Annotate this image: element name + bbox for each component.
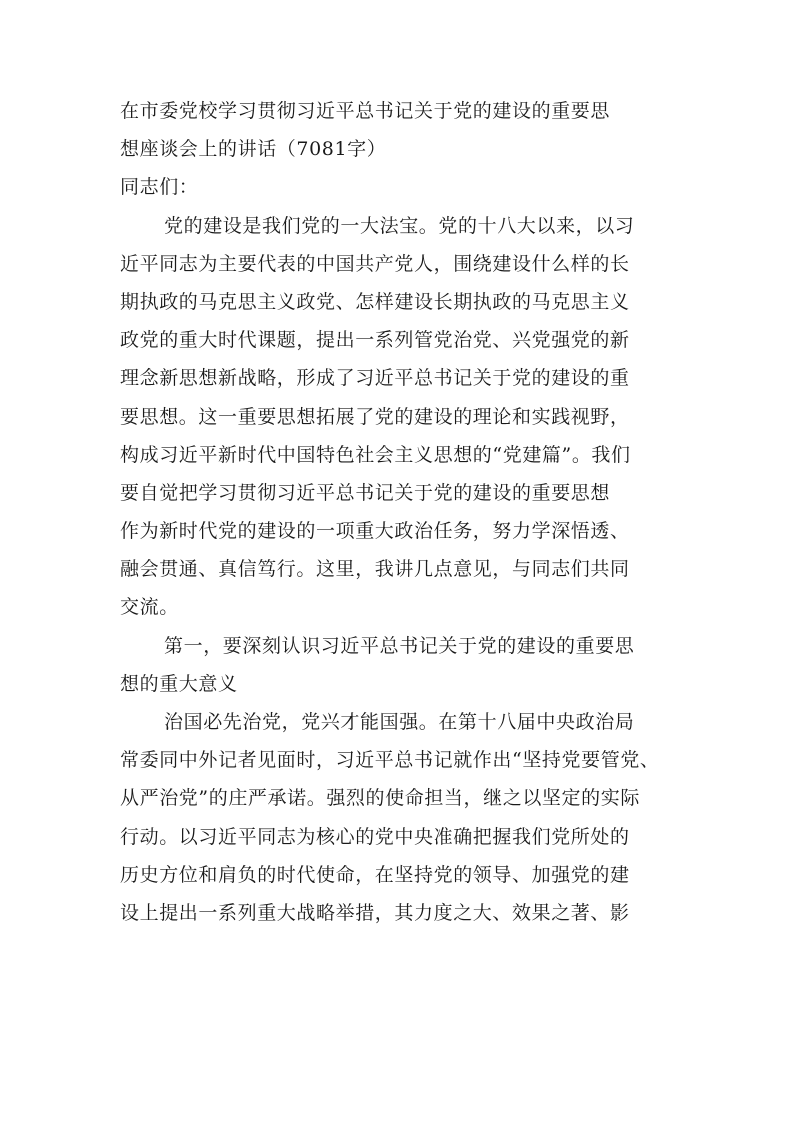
paragraph-1-line: 近平同志为主要代表的中国共产党人，围绕建设什么样的长 <box>120 252 630 275</box>
paragraph-2-line: 行动。以习近平同志为核心的党中央准确把握我们党所处的 <box>120 825 630 848</box>
paragraph-2-line: 治国必先治党，党兴才能国强。在第十八届中央政治局 <box>164 711 635 733</box>
paragraph-1-line: 期执政的马克思主义政党、怎样建设长期执政的马克思主义 <box>120 290 630 313</box>
paragraph-2-line: 常委同中外记者见面时，习近平总书记就作出“坚持党要管党、 <box>120 749 660 772</box>
paragraph-2-line: 设上提出一系列重大战略举措，其力度之大、效果之著、影 <box>120 901 630 924</box>
paragraph-1-line: 要自觉把学习贯彻习近平总书记关于党的建设的重要思想 <box>120 481 611 504</box>
paragraph-1-line: 构成习近平新时代中国特色社会主义思想的“党建篇”。我们 <box>120 443 631 466</box>
paragraph-1-line: 作为新时代党的建设的一项重大政治任务，努力学深悟透、 <box>120 520 630 543</box>
paragraph-2-line: 从严治党”的庄严承诺。强烈的使命担当，继之以坚定的实际 <box>120 787 640 810</box>
section-heading-line: 想的重大意义 <box>120 672 238 695</box>
paragraph-1-line: 政党的重大时代课题，提出一系列管党治党、兴党强党的新 <box>120 329 630 352</box>
section-heading-line: 第一，要深刻认识习近平总书记关于党的建设的重要思 <box>164 634 635 657</box>
paragraph-1-line: 要思想。这一重要思想拓展了党的建设的理论和实践视野， <box>120 405 630 428</box>
title-line-1: 在市委党校学习贯彻习近平总书记关于党的建设的重要思 <box>120 100 611 122</box>
paragraph-1-line: 交流。 <box>120 596 179 619</box>
document-body <box>120 92 680 932</box>
paragraph-1-line: 党的建设是我们党的一大法宝。党的十八大以来，以习 <box>164 214 635 237</box>
paragraph-1-line: 理念新思想新战略，形成了习近平总书记关于党的建设的重 <box>120 367 630 390</box>
title-line-2: 想座谈会上的讲话（7081字） <box>120 138 387 161</box>
paragraph-2-line: 历史方位和肩负的时代使命，在坚持党的领导、加强党的建 <box>120 863 630 886</box>
salutation: 同志们： <box>120 176 199 199</box>
paragraph-1-line: 融会贯通、真信笃行。这里，我讲几点意见，与同志们共同 <box>120 558 630 581</box>
